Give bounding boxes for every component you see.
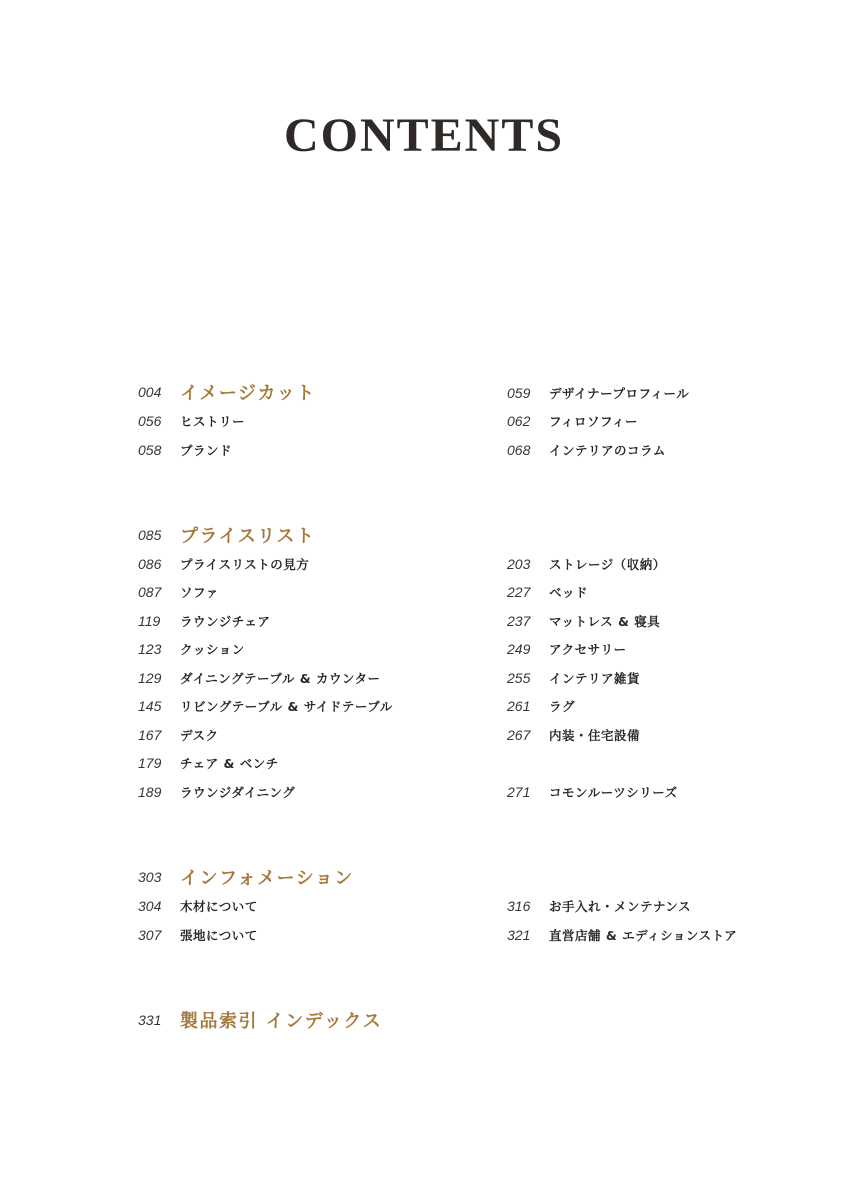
toc-entry[interactable]: [507, 725, 640, 745]
entry-title: 内装・住宅設備: [549, 728, 641, 743]
entry-title: 木材について: [180, 899, 258, 914]
page-number: 271: [507, 784, 531, 800]
entry-title: プライスリスト: [180, 526, 316, 547]
entry-title: ベッド: [549, 585, 589, 600]
entry-title: デザイナープロフィール: [549, 386, 690, 401]
entry-title: 直営店舗 & エディションストア: [549, 928, 738, 943]
toc-entry[interactable]: [507, 383, 689, 403]
toc-entry[interactable]: [138, 925, 258, 945]
page-number: 331: [138, 1012, 162, 1028]
entry-title: ブランド: [180, 443, 233, 458]
toc-entry[interactable]: [138, 582, 219, 602]
page-number: 167: [138, 727, 162, 743]
page-number: 227: [507, 584, 531, 600]
toc-entry[interactable]: [138, 696, 393, 716]
toc-entry[interactable]: [138, 554, 309, 574]
toc-entry-major[interactable]: [138, 1010, 382, 1030]
page-number: 189: [138, 784, 162, 800]
toc-entry[interactable]: [138, 725, 219, 745]
page-number: 062: [507, 413, 531, 429]
entry-title: イメージカット: [180, 383, 316, 404]
page-number: 307: [138, 927, 162, 943]
toc-entry[interactable]: [507, 411, 638, 431]
entry-title: ラウンジダイニング: [180, 785, 296, 800]
toc-entry[interactable]: [507, 639, 627, 659]
page-number: 267: [507, 727, 531, 743]
entry-title: マットレス & 寝具: [549, 614, 661, 629]
toc-entry[interactable]: [138, 668, 380, 688]
entry-title: インフォメーション: [180, 868, 354, 889]
entry-title: コモンルーツシリーズ: [549, 785, 678, 800]
toc-entry[interactable]: [138, 782, 295, 802]
page-number: 203: [507, 556, 531, 572]
entry-title: ストレージ（収納）: [549, 557, 666, 572]
toc-entry[interactable]: [138, 611, 270, 631]
entry-title: チェア & ベンチ: [180, 756, 279, 771]
page-number: 123: [138, 641, 162, 657]
entry-title: ラウンジチェア: [180, 614, 271, 629]
page-number: 087: [138, 584, 162, 600]
toc-entry[interactable]: [507, 896, 691, 916]
toc-entry[interactable]: [138, 753, 279, 773]
toc-entry-major[interactable]: [138, 867, 354, 887]
entry-title: ラグ: [549, 699, 576, 714]
page-title: CONTENTS: [283, 109, 565, 162]
toc-entry[interactable]: [138, 440, 232, 460]
toc-entry[interactable]: [507, 582, 588, 602]
page-number: 056: [138, 413, 162, 429]
page-number: 086: [138, 556, 162, 572]
toc-entry[interactable]: [138, 639, 245, 659]
page-number: 255: [507, 670, 531, 686]
entry-title: インテリア雑貨: [549, 671, 641, 686]
entry-title: デスク: [180, 728, 219, 743]
entry-title: ヒストリー: [180, 414, 246, 429]
page-number: 237: [507, 613, 531, 629]
page-number: 321: [507, 927, 531, 943]
toc-entry[interactable]: [507, 696, 575, 716]
page-number: 303: [138, 869, 162, 885]
page-number: 145: [138, 698, 162, 714]
entry-title: 製品索引 インデックス: [180, 1011, 383, 1032]
page-number: 261: [507, 698, 531, 714]
toc-entry[interactable]: [507, 782, 678, 802]
toc-entry[interactable]: [507, 554, 666, 574]
page-number: 129: [138, 670, 162, 686]
entry-title: フィロソフィー: [549, 414, 639, 429]
toc-entry[interactable]: [507, 925, 737, 945]
toc-entry-major[interactable]: [138, 525, 315, 545]
page-number: 085: [138, 527, 162, 543]
toc-entry-major[interactable]: [138, 382, 316, 402]
page-number: 179: [138, 755, 162, 771]
toc-entry[interactable]: [507, 668, 640, 688]
page-number: 304: [138, 898, 162, 914]
entry-title: ソファ: [180, 585, 219, 600]
entry-title: ダイニングテーブル & カウンター: [180, 671, 381, 686]
page-number: 068: [507, 442, 531, 458]
page-number: 316: [507, 898, 531, 914]
entry-title: お手入れ・メンテナンス: [549, 899, 692, 914]
entry-title: リビングテーブル & サイドテーブル: [180, 699, 393, 714]
page-number: 004: [138, 384, 162, 400]
toc-entry[interactable]: [138, 896, 258, 916]
entry-title: インテリアのコラム: [549, 443, 666, 458]
toc-entry[interactable]: [507, 440, 666, 460]
entry-title: プライスリストの見方: [180, 557, 310, 572]
entry-title: 張地について: [180, 928, 258, 943]
page-number: 119: [138, 613, 161, 629]
entry-title: クッション: [180, 642, 245, 657]
page-number: 249: [507, 641, 531, 657]
page-number: 059: [507, 385, 531, 401]
toc-entry[interactable]: [507, 611, 660, 631]
toc-entry[interactable]: [138, 411, 245, 431]
entry-title: アクセサリー: [549, 642, 627, 657]
page-number: 058: [138, 442, 162, 458]
